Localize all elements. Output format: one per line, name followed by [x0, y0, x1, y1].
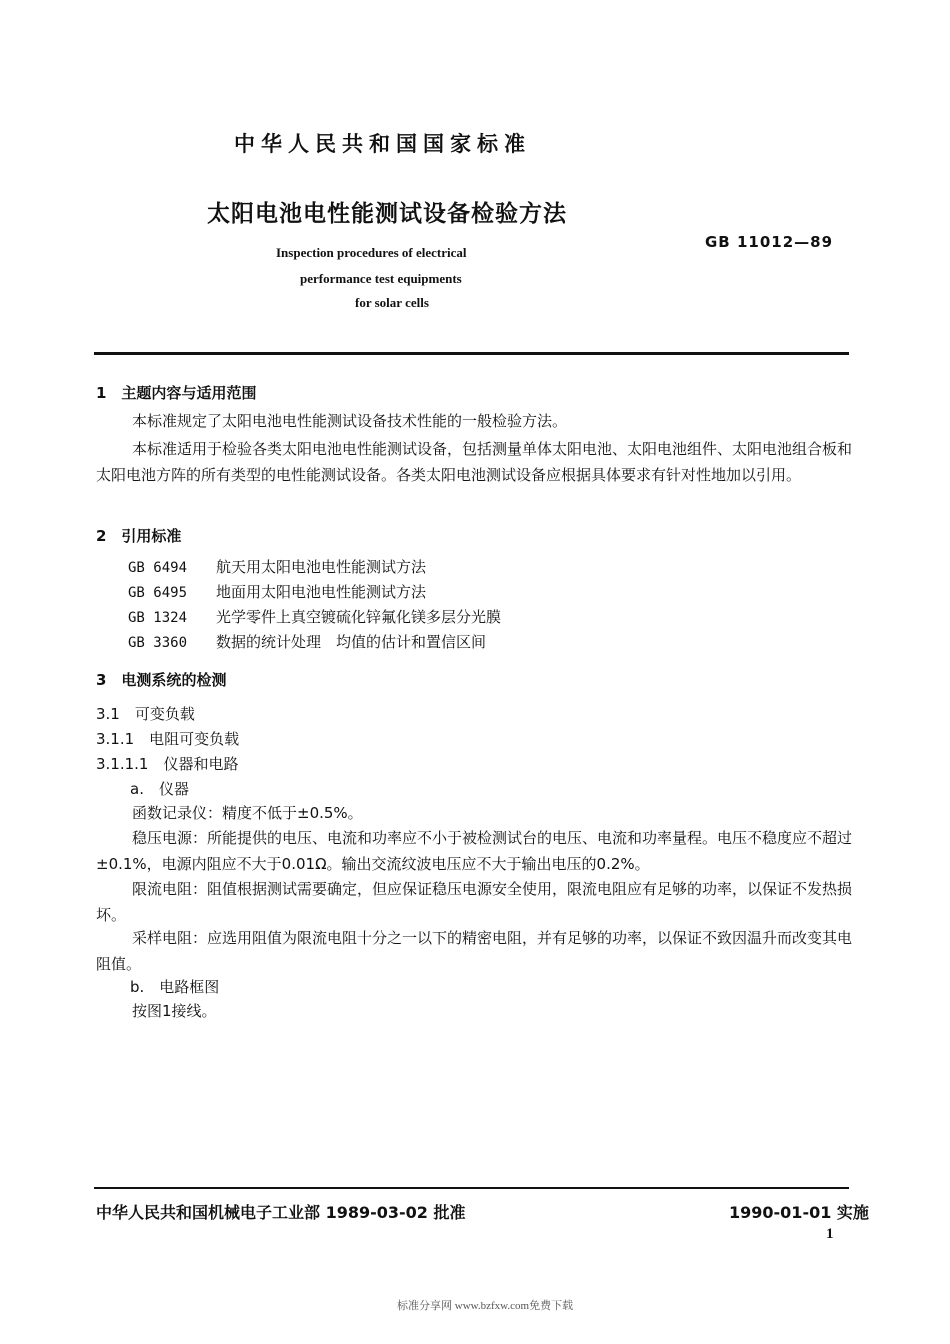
section-2-heading: 2 引用标准	[96, 527, 182, 545]
section-1-heading: 1 主题内容与适用范围	[96, 384, 257, 402]
function-recorder-paragraph: 函数记录仪：精度不低于±0.5%。	[132, 804, 363, 822]
item-a-instruments: a. 仪器	[130, 780, 189, 798]
section-3-heading: 3 电测系统的检测	[96, 671, 227, 689]
regulated-power-supply-paragraph: 稳压电源：所能提供的电压、电流和功率应不小于被检测试台的电压、电流和功率量程。电压不稳度应不超过±0.1%，电源内阻应不大于0.01Ω。输出交流纹波电压应不大于输出电压的0.2%。	[96, 829, 853, 873]
reference-title: 数据的统计处理 均值的估计和置信区间	[216, 633, 487, 651]
reference-item	[128, 605, 501, 630]
reference-item	[128, 580, 501, 605]
reference-list	[128, 555, 501, 655]
subsection-3-1: 3.1 可变负载	[96, 705, 195, 723]
subsection-3-1-1-1: 3.1.1.1 仪器和电路	[96, 755, 239, 773]
item-b-circuit-diagram: b. 电路框图	[130, 978, 220, 996]
sampling-resistor-paragraph: 采样电阻：应选用阻值为限流电阻十分之一以下的精密电阻，并有足够的功率，以保证不致因温升而改变其电阻值。	[96, 929, 853, 973]
implementation-date: 1990-01-01 实施	[729, 1203, 869, 1222]
subsection-3-1-1: 3.1.1 电阻可变负载	[96, 730, 240, 748]
national-standard-label: 中华人民共和国国家标准	[234, 132, 531, 156]
reference-code: GB 3360	[128, 635, 188, 651]
approval-line: 中华人民共和国机械电子工业部 1989-03-02 批准	[96, 1203, 466, 1222]
reference-title: 光学零件上真空镀硫化锌氟化镁多层分光膜	[216, 608, 502, 626]
header-divider	[94, 352, 849, 355]
footer-divider	[94, 1187, 849, 1189]
current-limiting-resistor-paragraph: 限流电阻：阻值根据测试需要确定，但应保证稳压电源安全使用，限流电阻应有足够的功率，以保证不发热损坏。	[96, 880, 853, 924]
reference-item	[128, 630, 501, 655]
reference-title: 地面用太阳电池电性能测试方法	[216, 583, 427, 601]
english-title-line-3: for solar cells	[355, 295, 429, 310]
english-title-line-2: performance test equipments	[300, 271, 462, 286]
page-number: 1	[826, 1226, 834, 1242]
standard-number: GB 11012—89	[705, 233, 834, 251]
section-1-paragraph-2: 本标准适用于检验各类太阳电池电性能测试设备，包括测量单体太阳电池、太阳电池组件、太阳电池组合板和太阳电池方阵的所有类型的电性能测试设备。各类太阳电池测试设备应根据具体要求有针对性地加以引用。	[96, 440, 853, 484]
english-title-line-1: Inspection procedures of electrical	[276, 245, 467, 260]
reference-code: GB 6495	[128, 585, 188, 601]
section-1-paragraph-1: 本标准规定了太阳电池电性能测试设备技术性能的一般检验方法。	[132, 412, 568, 430]
document-title: 太阳电池电性能测试设备检验方法	[207, 201, 567, 227]
reference-item	[128, 555, 501, 580]
wiring-instruction: 按图1接线。	[132, 1002, 217, 1020]
watermark: 标准分享网 www.bzfxw.com免费下载	[397, 1300, 574, 1312]
reference-code: GB 1324	[128, 610, 188, 626]
reference-code: GB 6494	[128, 560, 188, 576]
reference-title: 航天用太阳电池电性能测试方法	[216, 558, 427, 576]
